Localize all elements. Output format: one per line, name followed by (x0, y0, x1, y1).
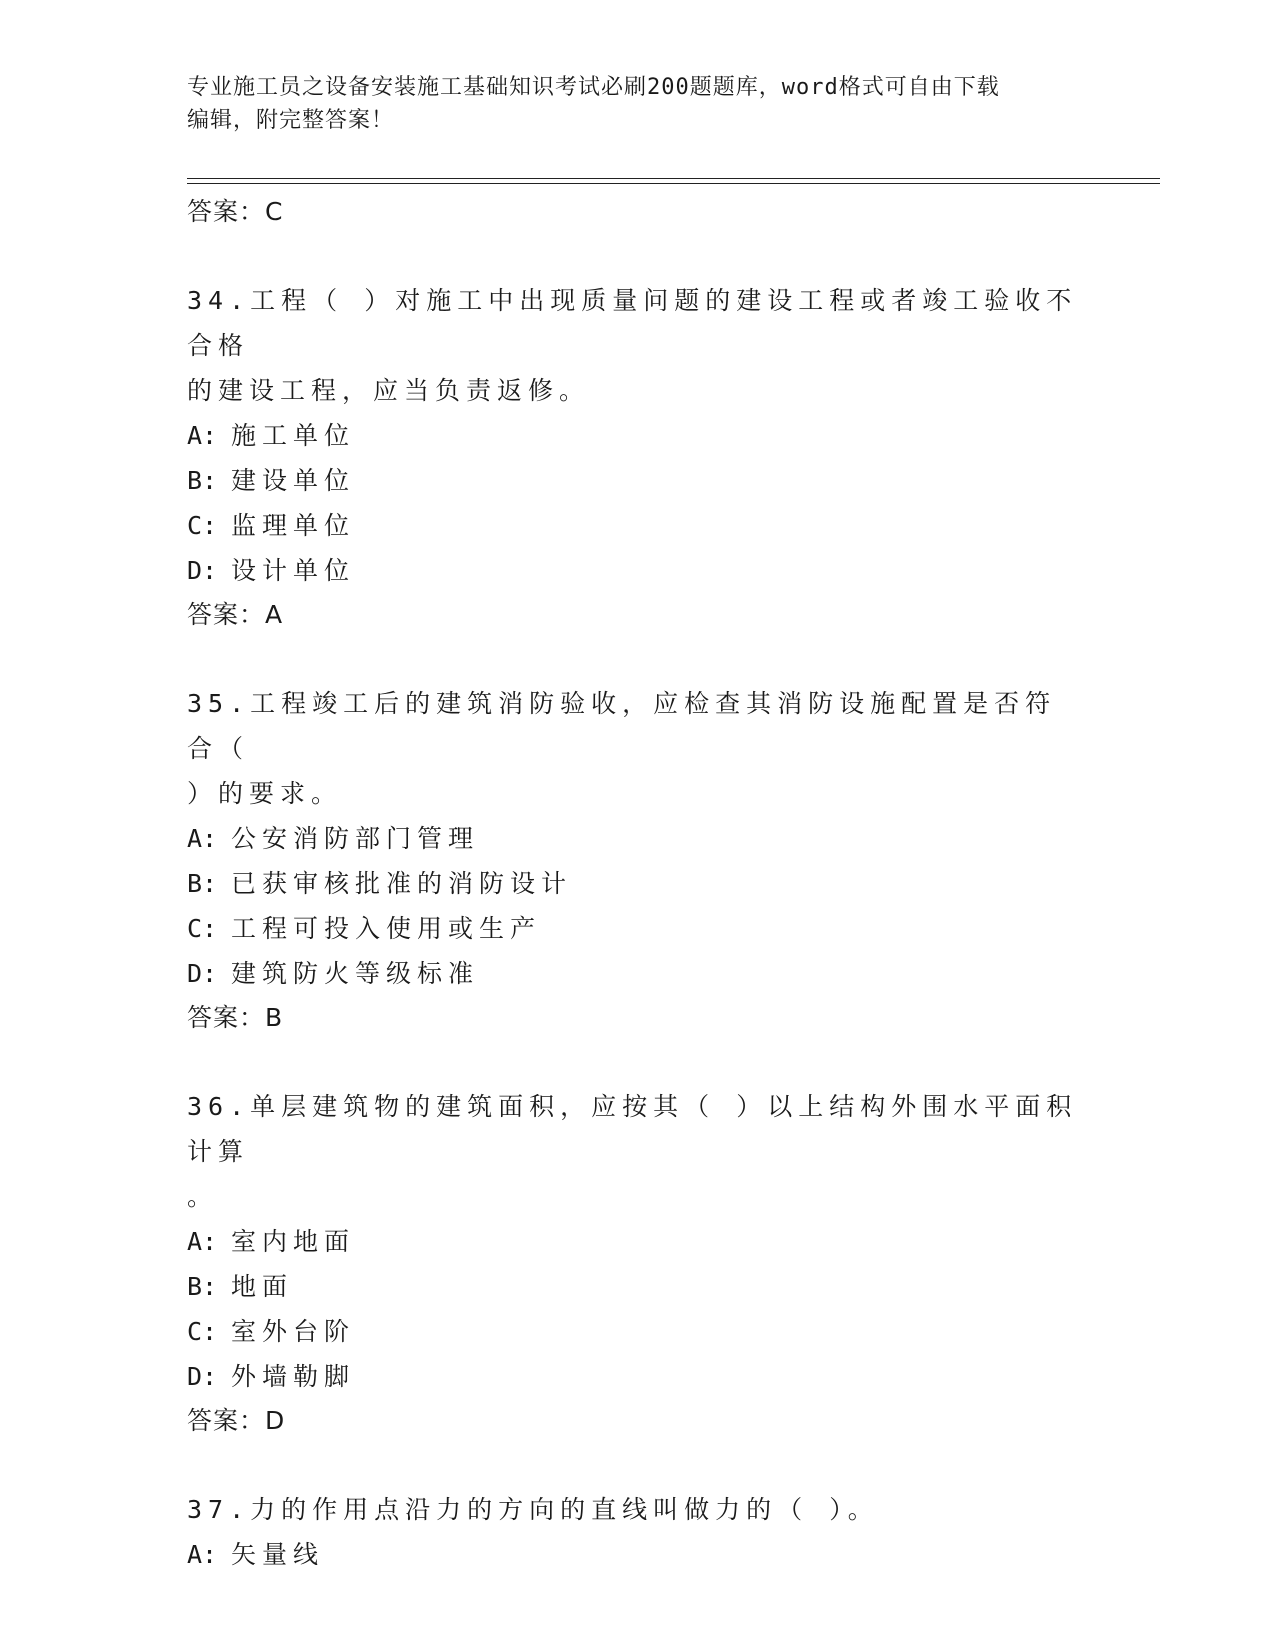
option-letter: A: (187, 1540, 218, 1569)
option-text: 外墙勒脚 (231, 1362, 356, 1391)
option-c (187, 906, 1087, 951)
option-text: 设计单位 (231, 556, 356, 585)
option-d (187, 1354, 1087, 1399)
question-text: 。 (187, 1182, 219, 1211)
option-d (187, 951, 1087, 996)
option-a (187, 413, 1087, 458)
option-letter: C: (187, 511, 218, 540)
option-letter: A: (187, 824, 218, 853)
page-header (187, 71, 1087, 137)
header-divider-bottom (187, 183, 1160, 184)
option-letter: B: (187, 869, 218, 898)
option-text: 室内地面 (231, 1227, 356, 1256)
option-letter: D: (187, 1362, 218, 1391)
question-list (187, 190, 1087, 1577)
question-text: 35.工程竣工后的建筑消防验收，应检查其消防设施配置是否符合（ (187, 689, 1057, 763)
option-text: 建设单位 (231, 466, 356, 495)
question-37 (187, 1487, 1087, 1577)
option-letter: C: (187, 1317, 218, 1346)
question-text: 34.工程（ ）对施工中出现质量问题的建设工程或者竣工验收不合格 (187, 286, 1078, 360)
option-text: 建筑防火等级标准 (231, 959, 480, 988)
option-letter: B: (187, 1272, 218, 1301)
option-text: 公安消防部门管理 (231, 824, 480, 853)
option-letter: A: (187, 1227, 218, 1256)
answer: 答案：B (187, 1003, 284, 1032)
answer: 答案：D (187, 1406, 286, 1435)
option-text: 监理单位 (231, 511, 356, 540)
option-c (187, 503, 1087, 548)
option-a (187, 1219, 1087, 1264)
question-36 (187, 1084, 1087, 1443)
header-line-2: 编辑，附完整答案！ (187, 108, 395, 133)
option-letter: C: (187, 914, 218, 943)
question-text: ）的要求。 (187, 779, 343, 808)
option-letter: D: (187, 556, 218, 585)
question-text: 36.单层建筑物的建筑面积，应按其（ ）以上结构外围水平面积计算 (187, 1092, 1078, 1166)
option-d (187, 548, 1087, 593)
previous-answer: 答案：C (187, 197, 284, 226)
question-35 (187, 681, 1087, 1040)
option-a (187, 816, 1087, 861)
option-text: 已获审核批准的消防设计 (231, 869, 573, 898)
option-a (187, 1532, 1087, 1577)
question-34 (187, 278, 1087, 637)
header-divider-top (187, 178, 1160, 179)
answer: 答案：A (187, 600, 284, 629)
option-text: 室外台阶 (231, 1317, 356, 1346)
question-text: 37.力的作用点沿力的方向的直线叫做力的（ ）。 (187, 1495, 879, 1524)
option-text: 工程可投入使用或生产 (231, 914, 542, 943)
option-letter: A: (187, 421, 218, 450)
option-b (187, 861, 1087, 906)
header-line-1: 专业施工员之设备安装施工基础知识考试必刷200题题库，word格式可自由下载 (187, 75, 1000, 100)
option-text: 地面 (231, 1272, 294, 1301)
option-text: 矢量线 (231, 1540, 325, 1569)
option-b (187, 1264, 1087, 1309)
option-text: 施工单位 (231, 421, 356, 450)
option-letter: B: (187, 466, 218, 495)
question-text: 的建设工程，应当负责返修。 (187, 376, 591, 405)
option-letter: D: (187, 959, 218, 988)
option-b (187, 458, 1087, 503)
option-c (187, 1309, 1087, 1354)
